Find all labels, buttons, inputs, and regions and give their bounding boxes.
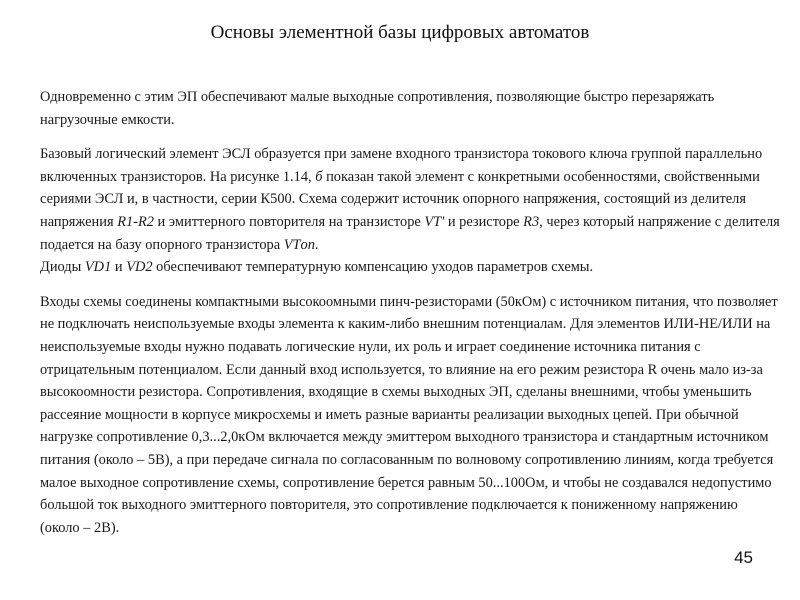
paragraph-2-text: и резисторе xyxy=(444,213,524,230)
paragraph-2-text: , через который напряжение с делителя подается на базу опорного транзистора xyxy=(40,213,780,253)
paragraph-1: Одновременно с этим ЭП обеспечивают малые выходные сопротивления, позволяющие быстро перезаряжать нагрузочные емкости. xyxy=(40,89,715,128)
paragraph-2-text: Базовый логический элемент ЭСЛ образуется при замене входного транзистора токового ключа группой параллельно включенных транзисторов. На рисунке 1.14, xyxy=(40,146,763,185)
paragraph-2-text: показан такой элемент с конкретными особенностями, свойственными сериями ЭСЛ и, в частности, серии К500. Схема содержит источник опорного напряжения, состоящий из делителя напряжения xyxy=(40,168,760,230)
transistor-vtop-ref: VTоп xyxy=(283,236,315,253)
resistor-r3-ref: R3 xyxy=(523,213,540,230)
page-title: Основы элементной базы цифровых автоматов xyxy=(210,22,590,43)
paragraph-2-text: Диоды xyxy=(40,259,85,276)
paragraph-2-text: и xyxy=(111,259,127,276)
figure-ref-b: б xyxy=(315,168,323,185)
body-text xyxy=(40,86,780,551)
paragraph-2-text: обеспечивают температурную компенсацию уходов параметров схемы. xyxy=(152,259,594,276)
diode-vd1-ref: VD1 xyxy=(84,259,112,276)
page-number: 45 xyxy=(734,548,753,567)
diode-vd2-ref: VD2 xyxy=(126,259,153,276)
paragraph-2-text: и эмиттерного повторителя на транзисторе xyxy=(153,213,425,230)
resistor-divider-ref: R1-R2 xyxy=(117,213,154,230)
paragraph-2 xyxy=(40,143,780,279)
paragraph-2-text: . xyxy=(314,236,319,253)
transistor-vt-ref: VT' xyxy=(424,213,445,230)
paragraph-3: Входы схемы соединены компактными высокоомными пинч-резисторами (50кОм) с источником питания, что позволяет не подключать неиспользуемые входы элемента к каким-либо внешним потенциалам. Для элементов ИЛИ-НЕ/ИЛИ на неиспользуемые входы нужно подавать логические нули, их роль и играет соединение источника питания с отрицательным потенциалом. Если данный вход используется, то влияние на его режим резистора R очень мало из-за высокоомности резистора. Сопротивления, входящие в схемы выходных ЭП, сделаны внешними, чтобы уменьшить рассеяние мощности в корпусе микросхемы и иметь разные варианты реализации выходных цепей. При обычной нагрузке сопротивление 0,3...2,0кОм включается между эмиттером выходного транзистора и стандартным источником питания (около – 5В), а при передаче сигнала по согласованным по волновому сопротивлению линиям, когда требуется малое выходное сопротивление схемы, сопротивление берется равным 50...100Ом, и чтобы не создавался недопустимо большой ток выходного эмиттерного повторителя, это сопротивление подключается к пониженному напряжению (около – 2В). xyxy=(40,293,778,536)
